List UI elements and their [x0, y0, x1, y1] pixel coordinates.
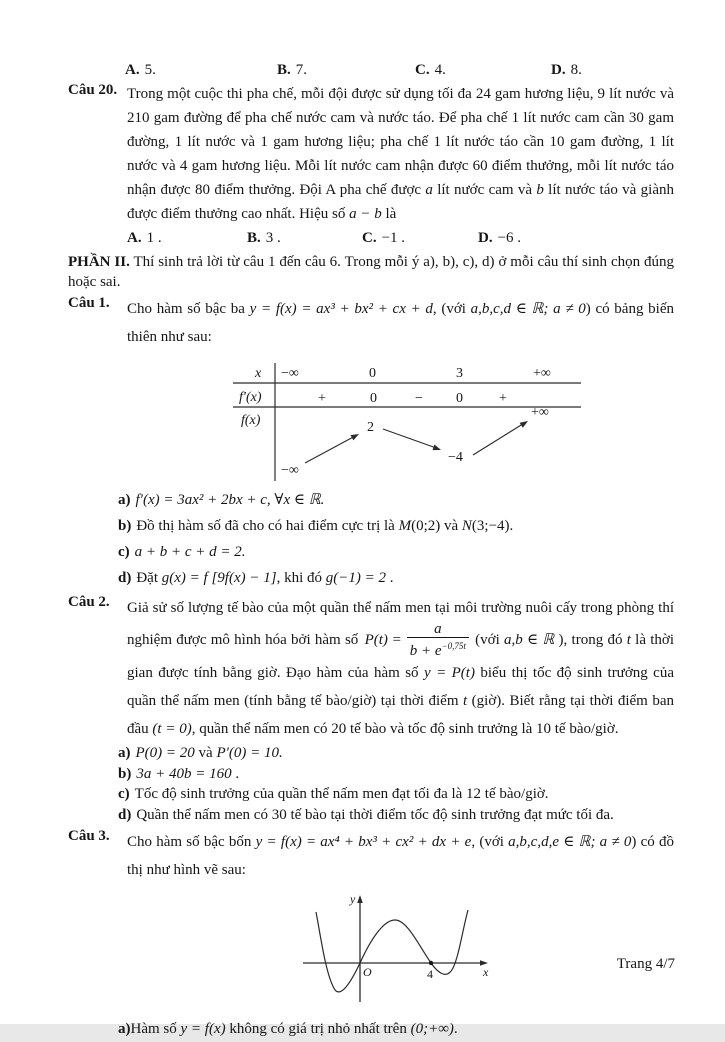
- options-list-cau1: [118, 487, 674, 591]
- answer-value: 3 .: [265, 230, 281, 246]
- option-text: 3a + 40b = 160 .: [136, 765, 240, 782]
- question-cau2: [68, 594, 674, 825]
- denominator-base: b + e: [409, 643, 442, 659]
- question-text: Trong một cuộc thi pha chế, mỗi đội được sử dụng tối đa 24 gam hương liệu, 9 lít nước và 210 gam đường để pha chế nước cam và nước táo. Để pha chế 1 lít nước cam cần 30 gam đường, 1 lít nước và 1 gam hương liệu; pha chế 1 lít nước táo cần 10 gam đường, 1 lít nước và 4 gam hương liệu. Mỗi lít nước cam nhận được 60 điểm thưởng, mỗi lít nước táo nhận được 80 điểm thưởng. Đội A pha chế được a lít nước cam và b lít nước táo và giành được điểm thưởng cao nhất. Hiệu số a − b là: [127, 86, 674, 222]
- option-label: a): [118, 492, 131, 508]
- section-phan2-header: PHẦN II. Thí sinh trả lời từ câu 1 đến câu 6. Trong mỗi ý a), b), c), d) ở mỗi câu thí sinh chọn đúng hoặc sai.: [68, 254, 675, 290]
- option-label: a): [118, 745, 131, 761]
- option-text: Tốc độ sinh trưởng của quần thể nấm men đạt tối đa là 12 tế bào/giờ.: [134, 786, 549, 802]
- answer-option-a: [127, 230, 247, 247]
- f-value-start: −∞: [281, 463, 299, 478]
- y-axis-label: y: [350, 892, 356, 906]
- answer-option-d: [478, 230, 521, 247]
- answer-value: 5.: [144, 62, 156, 78]
- x-tick-4: 4: [427, 967, 433, 981]
- x-axis: [303, 960, 488, 966]
- population-formula: [365, 622, 469, 659]
- answer-letter: C.: [362, 230, 377, 246]
- question-label: Câu 1.: [68, 295, 110, 311]
- question-text: Cho hàm số bậc ba y = f(x) = ax³ + bx² + cx + d, (với a,b,c,d ∈ ℝ; a ≠ 0) có bảng biến thiên như sau:: [127, 301, 674, 345]
- answers-row-cau20: [127, 230, 674, 247]
- answer-letter: A.: [125, 62, 140, 78]
- option-label: d): [118, 806, 132, 823]
- answer-value: −1 .: [381, 230, 406, 246]
- option-d: [118, 565, 674, 591]
- formula-lhs: P(t) =: [364, 631, 402, 648]
- question-body: [127, 82, 674, 247]
- option-text: a + b + c + d = 2.: [134, 544, 246, 560]
- question-body: [118, 828, 674, 1042]
- fraction-numerator: a: [434, 621, 442, 637]
- fraction-denominator: [407, 637, 469, 659]
- x-value-0: 0: [369, 366, 376, 381]
- question-cau3: [68, 828, 674, 1042]
- answer-letter: D.: [551, 62, 566, 78]
- table-row-label-fprime: f′(x): [239, 390, 262, 405]
- answer-value: −6 .: [497, 230, 522, 246]
- option-c: [118, 539, 674, 565]
- fprime-sign-3: −: [415, 391, 423, 406]
- x-value-neg-inf: −∞: [281, 366, 299, 381]
- question-cau20: [68, 82, 674, 247]
- option-label: b): [118, 518, 132, 534]
- option-a: [118, 743, 674, 764]
- answer-value: 7.: [295, 62, 308, 78]
- answer-letter: B.: [277, 62, 291, 78]
- x-value-3: 3: [456, 366, 463, 381]
- answers-row-previous-question: [125, 62, 674, 79]
- answer-letter: C.: [415, 62, 430, 78]
- option-text: P(0) = 20 và P′(0) = 10.: [135, 745, 283, 761]
- option-label: b): [118, 765, 132, 782]
- fprime-sign-2: 0: [370, 391, 377, 406]
- option-c: [118, 784, 674, 805]
- answer-option-d: [551, 62, 582, 79]
- x-value-pos-inf: +∞: [533, 366, 551, 381]
- fprime-sign-5: +: [499, 391, 507, 406]
- option-b: [118, 513, 674, 539]
- answer-option-c: [415, 62, 551, 79]
- option-text: Hàm số y = f(x) không có giá trị nhỏ nhất trên (0;+∞).: [130, 1021, 458, 1037]
- monotonic-arrow-down: [383, 429, 442, 453]
- fprime-sign-1: +: [318, 391, 326, 406]
- monotonic-arrow-up-1: [305, 431, 360, 463]
- answer-option-b: [247, 230, 362, 247]
- f-value-max: 2: [367, 420, 374, 435]
- question-label: Câu 20.: [68, 82, 118, 98]
- root-point-4: [429, 961, 433, 965]
- option-text: Đặt g(x) = f [9f(x) − 1], khi đó g(−1) = 2 .: [136, 570, 394, 586]
- question-body: [118, 295, 674, 591]
- origin-label: O: [363, 965, 372, 979]
- question-text-part2: (với a,b ∈ ℝ ), trong đó t là thời gian được tính bằng giờ. Đạo hàm của hàm số y = P(t) biểu thị tốc độ sinh trưởng của quần thể nấm men (tính bằng tế bào/giờ) tại thời điểm t (giờ). Biết rằng tại thời điểm ban đầu (t = 0), quần thể nấm men có 20 tế bào và tốc độ sinh trưởng là 10 tế bào/giờ.: [127, 631, 675, 737]
- variation-table: [233, 363, 581, 481]
- answer-letter: B.: [247, 230, 261, 246]
- page-footer: Trang 4/7: [616, 956, 675, 972]
- table-row-label-x: x: [255, 366, 262, 381]
- option-label: c): [118, 544, 130, 560]
- answer-value: 8.: [570, 62, 582, 78]
- table-row-label-f: f(x): [241, 413, 261, 428]
- question-label: Câu 2.: [68, 594, 110, 610]
- answer-value: 1 .: [146, 230, 162, 246]
- option-label: d): [118, 570, 132, 586]
- answer-value: 4.: [434, 62, 446, 78]
- option-label: a): [118, 1021, 131, 1037]
- y-axis: [357, 895, 363, 1002]
- option-label: c): [118, 786, 130, 802]
- fprime-sign-4: 0: [456, 391, 463, 406]
- question-text: [127, 594, 674, 743]
- monotonic-arrow-up-2: [473, 418, 530, 455]
- answer-letter: A.: [127, 230, 142, 246]
- page-content: [68, 62, 674, 1042]
- answer-option-c: [362, 230, 478, 247]
- answer-option-a: [125, 62, 277, 79]
- options-list-cau2: [118, 743, 674, 825]
- quartic-function-graph: [297, 890, 497, 1012]
- question-cau1: [68, 295, 674, 591]
- option-text: Quần thể nấm men có 30 tế bào tại thời điểm tốc độ sinh trưởng đạt mức tối đa.: [136, 806, 614, 823]
- answer-option-b: [277, 62, 415, 79]
- answer-letter: D.: [478, 230, 493, 246]
- function-curve: [316, 910, 468, 992]
- question-label: Câu 3.: [68, 828, 110, 844]
- option-a: [118, 1016, 674, 1042]
- f-value-min: −4: [448, 450, 463, 465]
- option-a: [118, 487, 674, 513]
- option-b: [118, 764, 674, 785]
- question-body: [118, 594, 675, 825]
- option-d: [118, 805, 674, 826]
- question-text-part1: Giả sử số lượng tế bào của một quần thể nấm men tại môi trường nuôi cấy trong phòng thí nghiệm được mô hình hóa bởi hàm số: [127, 600, 674, 648]
- denominator-exponent: −0,75t: [441, 641, 466, 651]
- option-text: f′(x) = 3ax² + 2bx + c, ∀x ∈ ℝ.: [135, 492, 325, 508]
- f-value-end: +∞: [531, 405, 549, 420]
- formula-fraction: [407, 622, 469, 659]
- question-text: Cho hàm số bậc bốn y = f(x) = ax⁴ + bx³ + cx² + dx + e, (với a,b,c,d,e ∈ ℝ; a ≠ 0) có đồ thị như hình vẽ sau:: [127, 834, 674, 878]
- x-axis-label: x: [483, 965, 489, 979]
- option-text: Đồ thị hàm số đã cho có hai điểm cực trị là M(0;2) và N(3;−4).: [136, 518, 514, 534]
